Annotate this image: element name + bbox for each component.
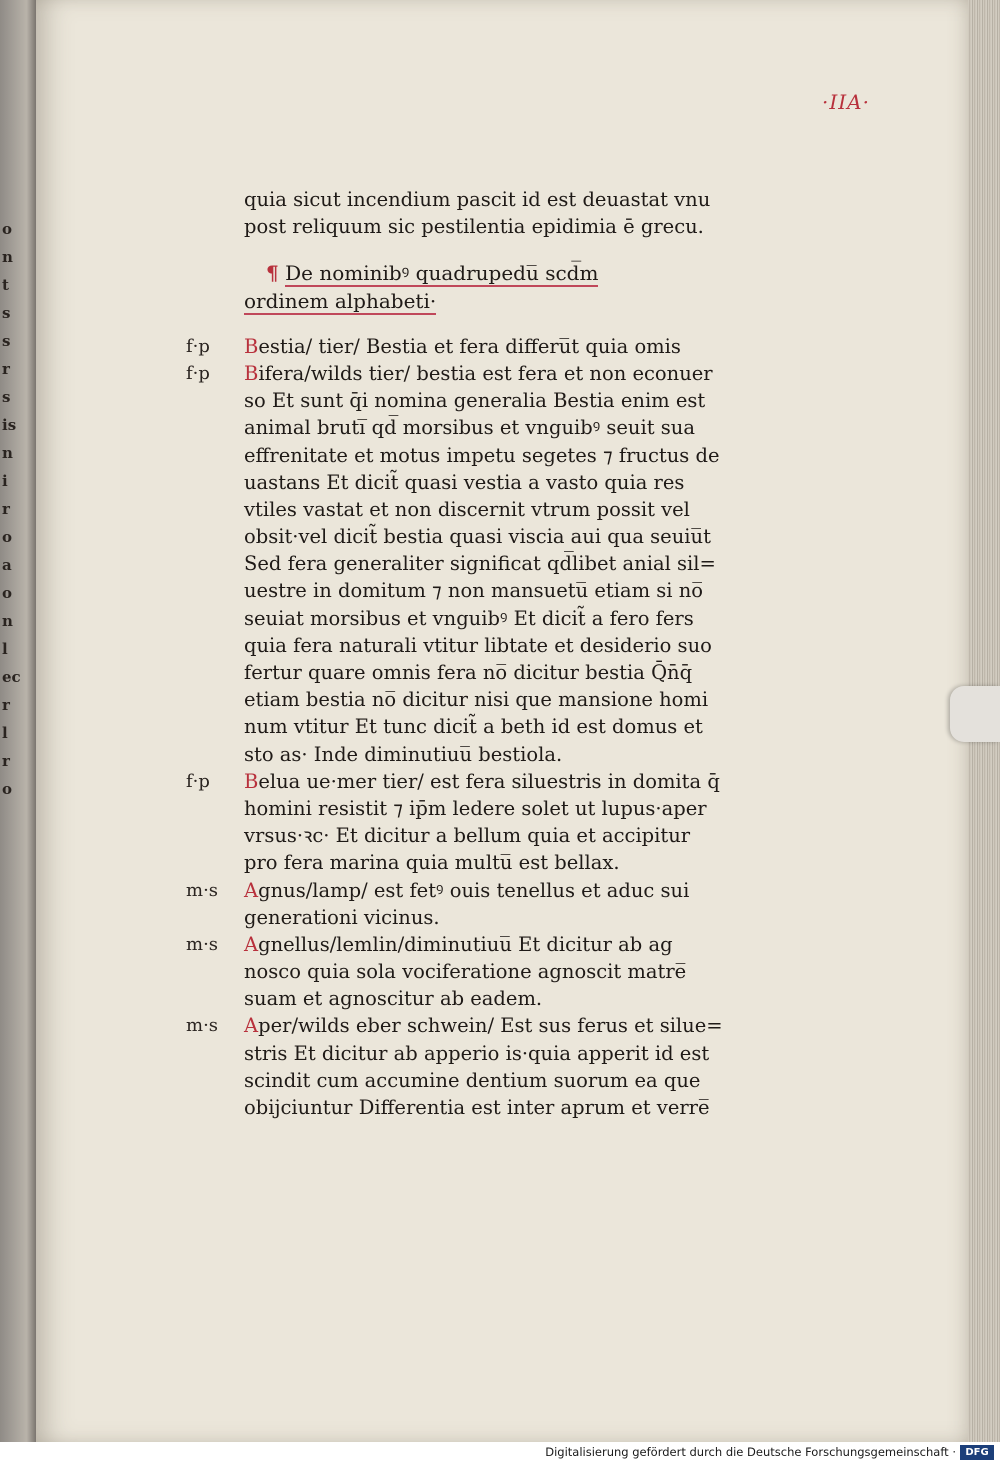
margin-marker: f·p <box>186 770 210 792</box>
left-edge-letter: l <box>2 640 8 658</box>
entry-text-line <box>244 741 764 768</box>
entry-headword-line <box>186 931 764 958</box>
entry-text: pro fera marina quia multu̅ est bellax. <box>244 851 620 875</box>
entry-text-line <box>244 904 764 931</box>
left-edge-letter: n <box>2 444 13 462</box>
entry-text-line <box>244 958 764 985</box>
entry-text: etiam bestia no̅ dicitur nisi que mansione homi <box>244 688 709 712</box>
bookmark-tab <box>950 686 1000 742</box>
entry-text-line <box>244 713 764 740</box>
left-edge-letter: r <box>2 752 10 770</box>
left-edge-letter: r <box>2 360 10 378</box>
entry-headword-line <box>186 1012 764 1039</box>
margin-marker: f·p <box>186 335 210 357</box>
entry-text: uastans Et dicit̃ quasi vestia a vasto quia res <box>244 470 685 494</box>
entry-text: Agnus/lamp/ est fetꝰ ouis tenellus et aduc sui <box>244 878 690 902</box>
entry-text-line <box>244 496 764 523</box>
entry-text: num vtitur Et tunc dicit̃ a beth id est domus et <box>244 715 703 739</box>
entry-text-line <box>244 387 764 414</box>
entry-text-line <box>244 985 764 1012</box>
entry-text-line <box>244 469 764 496</box>
dfg-logo: DFG <box>960 1445 994 1460</box>
section-heading <box>244 260 764 287</box>
heading-line-2: ordinem alphabeti· <box>244 288 437 313</box>
entry-text: homini resistit ⁊ ip̄m ledere solet ut lupus·aper <box>244 796 707 820</box>
intro-line-2: post reliquum sic pestilentia epidimia ē grecu. <box>244 215 704 239</box>
entry-text: generationi vicinus. <box>244 905 440 929</box>
margin-marker: m·s <box>186 933 219 955</box>
entry-text-line <box>244 849 764 876</box>
entry-text-line <box>244 686 764 713</box>
entry-headword-line <box>186 877 764 904</box>
entry-text: nosco quia sola vociferatione agnoscit matre̅ <box>244 960 687 984</box>
left-edge-letter: n <box>2 612 13 630</box>
entry-text-line <box>244 550 764 577</box>
entry-text: effrenitate et motus impetu segetes ⁊ fructus de <box>244 443 720 467</box>
entry-text: uestre in domitum ⁊ non mansuetu̅ etiam si no̅ <box>244 579 704 603</box>
left-edge-letter: s <box>2 304 11 322</box>
dictionary-entries <box>186 333 764 1121</box>
entry-text-line <box>244 1094 764 1121</box>
entry-headword-line <box>186 768 764 795</box>
entry-text: Belua ue·mer tier/ est fera siluestris in domita q̄ <box>244 769 720 793</box>
entry-text: Bifera/wilds tier/ bestia est fera et non econuer <box>244 361 713 385</box>
left-edge-letter: o <box>2 780 13 798</box>
entry-text: animal bruti̅ qd̅ morsibus et vnguibꝰ seuit sua <box>244 416 695 440</box>
entry-text: Bestia/ tier/ Bestia et fera differu̅t quia omis <box>244 334 681 358</box>
left-edge-letter: t <box>2 276 9 294</box>
entry-text: fertur quare omnis fera no̅ dicitur bestia Q̄n̄q̄ <box>244 661 693 684</box>
folio-number: ·IIA· <box>822 90 870 114</box>
heading-line-1: De nominibꝰ quadrupedu̅ scd̅m <box>285 261 599 286</box>
manuscript-page <box>36 0 968 1442</box>
left-edge-letter: i <box>2 472 8 490</box>
left-edge-letter: o <box>2 584 13 602</box>
left-edge-letter: n <box>2 248 13 266</box>
entry-text: seuiat morsibus et vnguibꝰ Et dicit̃ a fero fers <box>244 606 694 630</box>
left-facing-page-edge <box>0 0 38 1442</box>
entry-text-line <box>244 1067 764 1094</box>
left-edge-letter: s <box>2 332 11 350</box>
left-edge-letter: o <box>2 528 13 546</box>
entry-text-line <box>244 414 764 441</box>
left-edge-letter: a <box>2 556 12 574</box>
entry-text: quia fera naturali vtitur libtate et desiderio suo <box>244 633 712 657</box>
entry-text: vrsus·ꝛc· Et dicitur a bellum quia et accipitur <box>244 824 691 848</box>
entry-text-line <box>244 795 764 822</box>
left-edge-letter: ec <box>2 668 21 686</box>
entry-text-line <box>244 632 764 659</box>
entry-text: Agnellus/lemlin/diminutiuu̅ Et dicitur ab ag <box>244 932 673 956</box>
entry-text: Sed fera generaliter significat qd̅libet anial sil= <box>244 552 716 576</box>
entry-text-line <box>244 1040 764 1067</box>
page-text-block <box>186 186 764 1121</box>
left-edge-letter: is <box>2 416 17 434</box>
footer-credit: Digitalisierung gefördert durch die Deutsche Forschungsgemeinschaft · <box>545 1445 956 1459</box>
entry-text: obsit·vel dicit̃ bestia quasi viscia aui qua seuiu̅t <box>244 525 711 549</box>
entry-text: sto as· Inde diminutiuu̅ bestiola. <box>244 742 563 766</box>
left-page-edge-letters <box>2 215 21 803</box>
entry-text: scindit cum accumine dentium suorum ea que <box>244 1068 701 1092</box>
entry-headword-line <box>186 360 764 387</box>
pilcrow-icon: ¶ <box>266 261 279 286</box>
entry-text-line <box>244 822 764 849</box>
margin-marker: m·s <box>186 1015 219 1037</box>
left-edge-letter: r <box>2 500 10 518</box>
left-edge-letter: r <box>2 696 10 714</box>
left-edge-letter: l <box>2 724 8 742</box>
footer-bar <box>0 1442 1000 1464</box>
left-edge-letter: o <box>2 220 13 238</box>
entry-text-line <box>244 442 764 469</box>
entry-text-line <box>244 605 764 632</box>
entry-headword-line <box>186 333 764 360</box>
left-edge-letter: s <box>2 388 11 406</box>
entry-text: Aper/wilds eber schwein/ Est sus ferus et silue= <box>244 1014 723 1038</box>
entry-text: so Et sunt q̄i nomina generalia Bestia enim est <box>244 389 706 413</box>
entry-text: vtiles vastat et non discernit vtrum possit vel <box>244 497 690 521</box>
entry-text: obijciuntur Differentia est inter aprum et verre̅ <box>244 1096 710 1119</box>
entry-text: stris Et dicitur ab apperio is·quia apperit id est <box>244 1041 710 1065</box>
entry-text-line <box>244 659 764 686</box>
margin-marker: m·s <box>186 879 219 901</box>
margin-marker: f·p <box>186 362 210 384</box>
entry-text-line <box>244 523 764 550</box>
entry-text-line <box>244 577 764 604</box>
entry-text: suam et agnoscitur ab eadem. <box>244 987 543 1011</box>
intro-line-1: quia sicut incendium pascit id est deuastat vnu <box>244 188 711 211</box>
